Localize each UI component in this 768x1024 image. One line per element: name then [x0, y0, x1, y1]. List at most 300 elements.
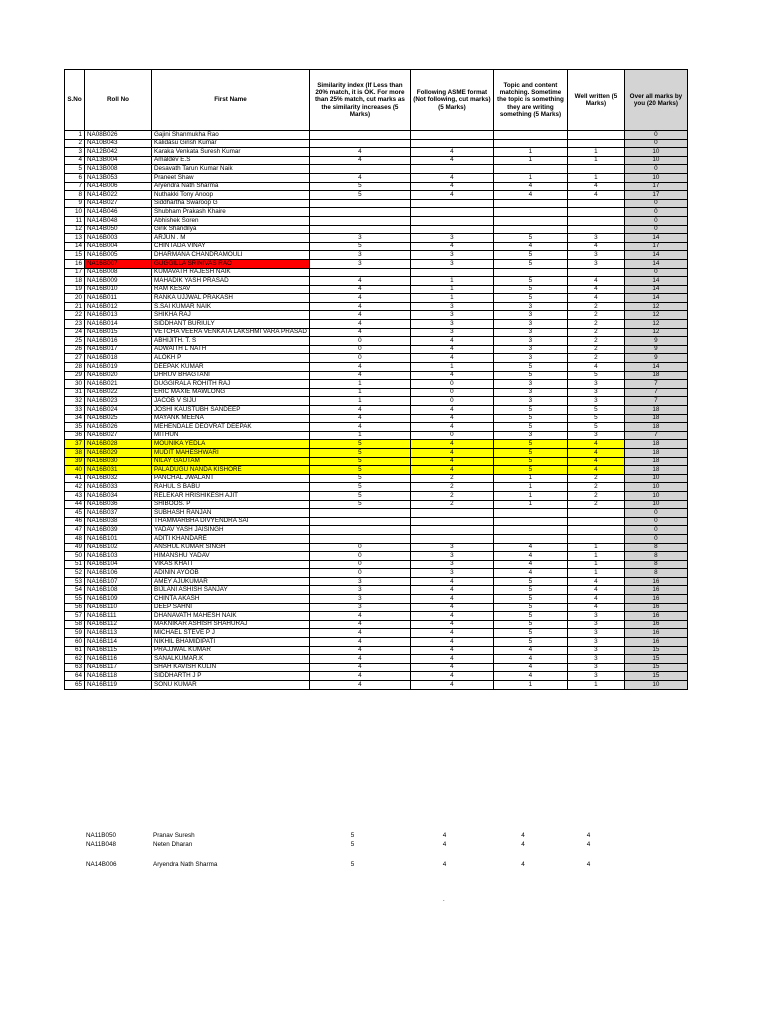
table-row: [65, 259, 688, 268]
cell-first-name: THAMMARBHA DIVYENDRA SAI: [152, 517, 310, 526]
cell-overall: 7: [624, 388, 687, 397]
cell-overall: 0: [624, 534, 687, 543]
cell-asme: 3: [410, 328, 493, 337]
cell-roll-no: NA16B033: [85, 483, 152, 492]
cell-overall: 16: [624, 629, 687, 638]
cell-roll-no: NA16B102: [85, 543, 152, 552]
cell-overall: 7: [624, 380, 687, 389]
cell-similarity: 5: [309, 440, 410, 449]
cell-first-name: ADITI KHANDARE: [152, 534, 310, 543]
cell-asme: 3: [410, 259, 493, 268]
cell-asme: 1: [410, 285, 493, 294]
cell-sno: 48: [65, 534, 85, 543]
cell-topic: [493, 165, 567, 174]
cell-overall: 8: [624, 543, 687, 552]
cell-topic: 5: [493, 440, 567, 449]
cell-first-name: PALADUGU NANDA KISHORE: [152, 466, 310, 475]
cell-similarity: 5: [309, 466, 410, 475]
cell-well-written: [567, 208, 624, 217]
cell-overall: 14: [624, 294, 687, 303]
cell-roll-no: NA16B103: [85, 552, 152, 561]
cell-well-written: 2: [567, 474, 624, 483]
cell-first-name: GUGGILLA SRINIVAS RAO: [152, 259, 310, 268]
cell-asme: 0: [410, 380, 493, 389]
cell-sno: 56: [65, 603, 85, 612]
cell-first-name: Karaka Venkata Suresh Kumar: [152, 148, 310, 157]
cell-roll-no: NA16B038: [85, 517, 152, 526]
table-row: [65, 655, 688, 664]
table-row: [65, 414, 688, 423]
cell-overall: 16: [624, 595, 687, 604]
cell-topic: 5: [493, 620, 567, 629]
cell-sno: 29: [65, 371, 85, 380]
table-row: [65, 646, 688, 655]
cell-well-written: 3: [567, 672, 624, 681]
cell-well-written: 3: [567, 380, 624, 389]
cell-overall: 10: [624, 483, 687, 492]
cell-topic: [493, 517, 567, 526]
table-row: [65, 251, 688, 260]
cell-well-written: 1: [567, 173, 624, 182]
cell-topic: 3: [493, 302, 567, 311]
cell-well-written: 1: [567, 552, 624, 561]
cell-similarity: 4: [309, 620, 410, 629]
cell-well-written: [567, 268, 624, 277]
cell-topic: 3: [493, 431, 567, 440]
table-row: [65, 586, 688, 595]
cell-asme: 3: [410, 569, 493, 578]
extra-entries: [64, 832, 617, 870]
cell-roll-no: NA16B108: [85, 586, 152, 595]
cell-sno: 46: [65, 517, 85, 526]
cell-similarity: 5: [309, 483, 410, 492]
cell-roll-no: NA16B115: [85, 646, 152, 655]
cell-overall: 10: [624, 148, 687, 157]
cell-topic: 5: [493, 612, 567, 621]
cell-well-written: 4: [567, 448, 624, 457]
cell-roll-no: NA16B119: [85, 681, 152, 690]
cell-asme: [410, 268, 493, 277]
cell-first-name: Nuthakki Tony Anoop: [152, 191, 310, 200]
cell-overall: 0: [624, 225, 687, 234]
cell-asme: 4: [410, 646, 493, 655]
cell-first-name: RAM KESAV: [152, 285, 310, 294]
cell-sno: 62: [65, 655, 85, 664]
table-row: [65, 131, 688, 140]
cell-overall: 0: [624, 165, 687, 174]
cell-similarity: 4: [309, 612, 410, 621]
table-row: [65, 577, 688, 586]
cell-asme: 4: [410, 595, 493, 604]
cell-first-name: Aryendra Nath Sharma: [153, 861, 218, 869]
cell-similarity: 4: [309, 156, 410, 165]
cell-first-name: CHINTA AKASH: [152, 595, 310, 604]
cell-overall: 18: [624, 414, 687, 423]
cell-roll-no: NA16B016: [85, 337, 152, 346]
cell-sno: 34: [65, 414, 85, 423]
cell-topic: 5: [493, 448, 567, 457]
cell-sno: 64: [65, 672, 85, 681]
cell-roll-no: NA16B117: [85, 663, 152, 672]
table-row: [65, 242, 688, 251]
cell-overall: 0: [624, 131, 687, 140]
cell-overall: 16: [624, 620, 687, 629]
cell-sno: 55: [65, 595, 85, 604]
table-row: [65, 268, 688, 277]
cell-sno: 33: [65, 406, 85, 415]
cell-sno: 44: [65, 500, 85, 509]
cell-well-written: 4: [567, 294, 624, 303]
table-row: [65, 500, 688, 509]
cell-sno: 24: [65, 328, 85, 337]
cell-asme: 4: [410, 148, 493, 157]
table-row: [65, 595, 688, 604]
cell-sno: 17: [65, 268, 85, 277]
header-asme: Following ASME format (Not following, cut marks) (5 Marks): [410, 70, 493, 131]
cell-roll-no: NA11B050: [86, 832, 116, 840]
cell-overall: 10: [624, 173, 687, 182]
cell-first-name: VETCHA VEERA VENKATA LAKSHMI VARA PRASAD: [152, 328, 310, 337]
cell-topic: 5: [493, 638, 567, 647]
cell-sno: 49: [65, 543, 85, 552]
cell-sno: 28: [65, 363, 85, 372]
cell-similarity: 0: [309, 543, 410, 552]
cell-overall: 10: [624, 681, 687, 690]
cell-sno: 45: [65, 509, 85, 518]
cell-similarity: 5: [309, 242, 410, 251]
cell-sno: 53: [65, 577, 85, 586]
table-row: [65, 638, 688, 647]
cell-overall: 10: [624, 156, 687, 165]
table-row: [65, 156, 688, 165]
cell-well-written: 3: [567, 663, 624, 672]
cell-first-name: ADWAITH L NATH: [152, 345, 310, 354]
cell-sno: 3: [65, 148, 85, 157]
cell-asme: 3: [410, 302, 493, 311]
cell-similarity: 1: [309, 397, 410, 406]
cell-similarity: 3: [309, 586, 410, 595]
cell-overall: 14: [624, 363, 687, 372]
cell-topic: 5: [493, 371, 567, 380]
cell-first-name: DHARMANA CHANDRAMOULI: [152, 251, 310, 260]
cell-asme: 2: [410, 500, 493, 509]
cell-well-written: 3: [567, 251, 624, 260]
cell-roll-no: NA14B022: [85, 191, 152, 200]
cell-first-name: VIKAS KHATI: [152, 560, 310, 569]
cell-overall: 18: [624, 371, 687, 380]
cell-asme: 4: [410, 414, 493, 423]
cell-well-written: 3: [567, 397, 624, 406]
cell-roll-no: NA14B027: [85, 199, 152, 208]
cell-similarity: 4: [309, 148, 410, 157]
cell-similarity: 4: [309, 629, 410, 638]
cell-topic: 4: [493, 646, 567, 655]
cell-overall: 0: [624, 139, 687, 148]
cell-sno: 5: [65, 165, 85, 174]
cell-overall: 14: [624, 259, 687, 268]
cell-roll-no: NA16B018: [85, 354, 152, 363]
cell-asme: [410, 526, 493, 535]
cell-sno: 35: [65, 423, 85, 432]
cell-well-written: 4: [567, 466, 624, 475]
cell-roll-no: NA16B031: [85, 466, 152, 475]
cell-similarity: 0: [309, 569, 410, 578]
cell-similarity: 5: [309, 457, 410, 466]
cell-first-name: DEEPAK KUMAR: [152, 363, 310, 372]
cell-overall: 7: [624, 431, 687, 440]
cell-similarity: 4: [309, 294, 410, 303]
cell-well-written: 3: [567, 259, 624, 268]
cell-overall: 10: [624, 500, 687, 509]
cell-topic: 4: [493, 569, 567, 578]
spacer-cell: [560, 850, 617, 861]
cell-first-name: NILAY GAUTAM: [152, 457, 310, 466]
cell-topic: 4: [493, 543, 567, 552]
cell-similarity: 5: [309, 500, 410, 509]
cell-sno: 26: [65, 345, 85, 354]
table-row: [65, 406, 688, 415]
cell-well-written: 4: [567, 242, 624, 251]
cell-asme: 4: [442, 841, 447, 849]
cell-topic: [493, 509, 567, 518]
table-row: [65, 311, 688, 320]
cell-topic: 1: [493, 148, 567, 157]
cell-overall: 18: [624, 406, 687, 415]
cell-roll-no: NA16B011: [85, 294, 152, 303]
cell-similarity: 4: [309, 277, 410, 286]
table-row: [65, 285, 688, 294]
cell-first-name: SHAH KAVISH KULIN: [152, 663, 310, 672]
cell-well-written: [567, 534, 624, 543]
table-row: [65, 543, 688, 552]
cell-roll-no: NA16B025: [85, 414, 152, 423]
cell-asme: 2: [410, 474, 493, 483]
cell-asme: [410, 509, 493, 518]
cell-topic: 5: [493, 586, 567, 595]
cell-sno: 37: [65, 440, 85, 449]
cell-topic: 3: [493, 397, 567, 406]
table-row: [65, 483, 688, 492]
cell-similarity: 4: [309, 320, 410, 329]
cell-first-name: Abhishek Soren: [152, 216, 310, 225]
cell-asme: 4: [410, 577, 493, 586]
cell-first-name: CHINTADA VINAY: [152, 242, 310, 251]
cell-similarity: 4: [309, 672, 410, 681]
cell-asme: 4: [442, 861, 447, 869]
cell-first-name: Aryendra Nath Sharma: [152, 182, 310, 191]
cell-sno: 42: [65, 483, 85, 492]
cell-topic: [493, 225, 567, 234]
cell-asme: 4: [410, 173, 493, 182]
cell-first-name: Kalidasu Girish Kumar: [152, 139, 310, 148]
table-row: [65, 148, 688, 157]
cell-overall: 10: [624, 491, 687, 500]
cell-similarity: 4: [309, 371, 410, 380]
footer-dot: .: [443, 897, 445, 903]
cell-sno: 60: [65, 638, 85, 647]
table-row: [65, 552, 688, 561]
cell-overall: 12: [624, 311, 687, 320]
table-row: [65, 345, 688, 354]
header-roll-no: Roll No: [85, 70, 152, 131]
table-row: [65, 388, 688, 397]
table-row: [65, 663, 688, 672]
cell-overall: 14: [624, 234, 687, 243]
cell-topic: 1: [493, 491, 567, 500]
cell-roll-no: NA16B023: [85, 397, 152, 406]
cell-similarity: 3: [309, 259, 410, 268]
cell-well-written: 4: [567, 586, 624, 595]
cell-asme: 4: [410, 440, 493, 449]
cell-roll-no: NA16B036: [85, 500, 152, 509]
table-row: [65, 397, 688, 406]
cell-roll-no: NA16B008: [85, 268, 152, 277]
cell-well-written: 4: [567, 285, 624, 294]
cell-asme: 4: [410, 638, 493, 647]
cell-first-name: MICHAEL STEVE P J: [152, 629, 310, 638]
cell-similarity: 0: [309, 354, 410, 363]
cell-sno: 59: [65, 629, 85, 638]
cell-sno: 61: [65, 646, 85, 655]
cell-sno: 6: [65, 173, 85, 182]
cell-similarity: 4: [309, 285, 410, 294]
cell-topic: [493, 534, 567, 543]
cell-sno: 23: [65, 320, 85, 329]
cell-first-name: AMEY AJUKUMAR: [152, 577, 310, 586]
cell-well-written: [567, 216, 624, 225]
cell-first-name: MAKNIKAR ASHISH SHAHURAJ: [152, 620, 310, 629]
cell-topic: 5: [493, 629, 567, 638]
cell-overall: 15: [624, 663, 687, 672]
cell-asme: 4: [410, 406, 493, 415]
cell-roll-no: NA16B107: [85, 577, 152, 586]
cell-asme: 3: [410, 234, 493, 243]
cell-asme: 3: [410, 311, 493, 320]
cell-roll-no: NA14B006: [85, 182, 152, 191]
cell-similarity: [309, 268, 410, 277]
cell-roll-no: NA16B024: [85, 406, 152, 415]
cell-first-name: DUGGIRALA ROHITH RAJ: [152, 380, 310, 389]
cell-topic: 5: [493, 277, 567, 286]
cell-similarity: 3: [309, 595, 410, 604]
cell-topic: 3: [493, 328, 567, 337]
cell-similarity: 5: [350, 832, 355, 840]
cell-topic: 4: [521, 841, 525, 849]
cell-topic: [493, 199, 567, 208]
cell-similarity: 1: [309, 380, 410, 389]
cell-well-written: 1: [567, 560, 624, 569]
header-sno: S.No: [65, 70, 85, 131]
cell-asme: 4: [410, 182, 493, 191]
table-row: [65, 216, 688, 225]
cell-roll-no: NA16B116: [85, 655, 152, 664]
cell-roll-no: NA16B007: [85, 259, 152, 268]
cell-asme: 1: [410, 363, 493, 372]
cell-overall: 18: [624, 448, 687, 457]
header-first-name: First Name: [152, 70, 310, 131]
cell-topic: 3: [493, 320, 567, 329]
cell-well-written: 3: [567, 431, 624, 440]
cell-well-written: 2: [567, 302, 624, 311]
cell-similarity: 1: [309, 388, 410, 397]
cell-first-name: Girik Shandilya: [152, 225, 310, 234]
cell-blank: [64, 861, 84, 870]
cell-well-written: 3: [567, 234, 624, 243]
cell-topic: 5: [493, 595, 567, 604]
cell-asme: 4: [410, 620, 493, 629]
cell-overall: 17: [624, 182, 687, 191]
cell-sno: 51: [65, 560, 85, 569]
cell-first-name: Gajini Shanmukha Rao: [152, 131, 310, 140]
cell-first-name: ERIC MAXIE MAWLONG: [152, 388, 310, 397]
cell-similarity: [309, 139, 410, 148]
cell-first-name: RAHUL S BABU: [152, 483, 310, 492]
cell-asme: 3: [410, 560, 493, 569]
cell-overall: 0: [624, 208, 687, 217]
cell-topic: 5: [493, 603, 567, 612]
cell-first-name: PANCHAL JWALANT: [152, 474, 310, 483]
table-row: [65, 612, 688, 621]
cell-similarity: 5: [309, 474, 410, 483]
cell-sno: 31: [65, 388, 85, 397]
cell-roll-no: NA14B046: [85, 208, 152, 217]
cell-topic: [493, 208, 567, 217]
cell-overall: 18: [624, 423, 687, 432]
table-row: [65, 371, 688, 380]
cell-topic: 5: [493, 466, 567, 475]
cell-roll-no: NA16B030: [85, 457, 152, 466]
table-row: [65, 491, 688, 500]
cell-topic: 1: [493, 483, 567, 492]
cell-sno: 27: [65, 354, 85, 363]
cell-well-written: 2: [567, 337, 624, 346]
cell-topic: 4: [521, 861, 525, 869]
cell-asme: 3: [410, 251, 493, 260]
cell-roll-no: NA16B109: [85, 595, 152, 604]
cell-topic: 4: [493, 655, 567, 664]
table-row: [65, 354, 688, 363]
cell-well-written: 4: [586, 832, 591, 840]
cell-asme: [410, 534, 493, 543]
cell-roll-no: NA16B027: [85, 431, 152, 440]
cell-roll-no: NA16B022: [85, 388, 152, 397]
cell-roll-no: NA16B004: [85, 242, 152, 251]
cell-well-written: 1: [567, 148, 624, 157]
cell-topic: 5: [493, 414, 567, 423]
cell-well-written: [567, 199, 624, 208]
cell-similarity: 0: [309, 552, 410, 561]
cell-sno: 47: [65, 526, 85, 535]
cell-well-written: 3: [567, 620, 624, 629]
cell-well-written: 4: [586, 861, 591, 869]
cell-roll-no: NA16B101: [85, 534, 152, 543]
cell-sno: 18: [65, 277, 85, 286]
cell-well-written: 3: [567, 646, 624, 655]
header-topic: Topic and content matching. Sometime the topic is something they are writing something (5 Marks): [493, 70, 567, 131]
cell-overall: 18: [624, 440, 687, 449]
cell-overall: 16: [624, 586, 687, 595]
cell-roll-no: NA16B028: [85, 440, 152, 449]
cell-asme: 2: [410, 491, 493, 500]
cell-asme: 4: [410, 156, 493, 165]
cell-asme: 4: [410, 612, 493, 621]
cell-sno: 21: [65, 302, 85, 311]
spacer-cell: [403, 850, 486, 861]
cell-well-written: 4: [567, 457, 624, 466]
cell-well-written: [567, 509, 624, 518]
cell-first-name: MEHENDALE DEOVRAT DEEPAK: [152, 423, 310, 432]
cell-first-name: MAHADIK YASH PRASAD: [152, 277, 310, 286]
